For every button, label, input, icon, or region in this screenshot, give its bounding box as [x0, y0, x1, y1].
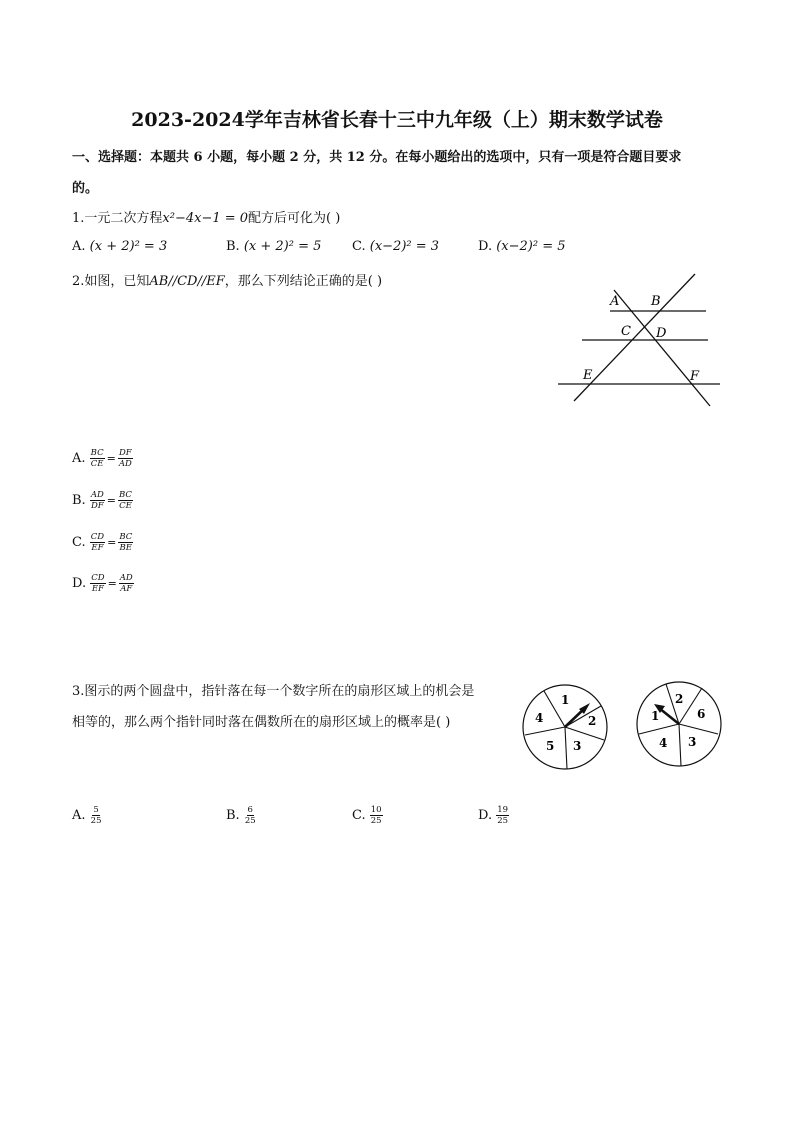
q1-option-math: (x + 2)² = 5: [243, 239, 322, 254]
spinner-disk-2: [634, 679, 724, 769]
q1-option-a[interactable]: [72, 239, 167, 254]
q1-option-label: A.: [72, 239, 86, 254]
q1-option-math: (x−2)² = 3: [369, 239, 440, 254]
label-d: D: [656, 326, 667, 341]
fraction-right: $\frac{BC}{CE}$: [119, 490, 132, 511]
fraction-right: $\frac{AD}{AF}$: [119, 573, 133, 594]
q3-stem-line1: 3.图示的两个圆盘中，指针落在每一个数字所在的扇形区域上的机会是: [72, 684, 475, 699]
q1-stem-suffix: 配方后可化为( ): [248, 211, 341, 226]
q2-option-label: B.: [72, 493, 86, 508]
fraction-left: $\frac{CD}{EF}$: [91, 573, 105, 594]
q2-stem-prefix: 2.如图，已知: [72, 274, 150, 289]
q1-option-label: D.: [478, 239, 493, 254]
q3-option-b[interactable]: [226, 805, 257, 826]
disk1-number: 3: [573, 739, 582, 753]
fraction-right: $\frac{BC}{BE}$: [119, 532, 133, 553]
disk1-number: 5: [546, 739, 555, 753]
section-header-line1: 一、选择题：本题共 6 小题，每小题 2 分，共 12 分。在每小题给出的选项中，只有一项是符合题目要求: [72, 150, 682, 165]
fraction-left: $\frac{BC}{CE}$: [90, 448, 104, 469]
fraction: $\frac{6}{25}$: [244, 805, 256, 826]
q1-option-math: (x−2)² = 5: [496, 239, 566, 254]
q2-option-label: D.: [72, 576, 87, 591]
disk1-number: 1: [561, 693, 570, 707]
label-a: A: [610, 294, 620, 309]
q2-option-b[interactable]: B. $\frac{AD}{DF}$ = $\frac{BC}{CE}$: [72, 490, 132, 511]
transversal-af: [614, 290, 710, 406]
disk1-number: 4: [535, 711, 544, 725]
disk1-number: 2: [588, 714, 597, 728]
fraction-left: $\frac{AD}{DF}$: [90, 490, 104, 511]
q2-stem: [72, 270, 382, 289]
page-title: 2023-2024学年吉林省长春十三中九年级（上）期末数学试卷: [131, 109, 663, 131]
q1-stem-math: x²−4x−1 = 0: [162, 211, 249, 226]
q3-stem-line2: 相等的，那么两个指针同时落在偶数所在的扇形区域上的概率是( ): [72, 715, 451, 730]
q2-stem-math: AB//CD//EF: [149, 274, 225, 289]
fraction: $\frac{10}{25}$: [370, 805, 382, 826]
q1-stem-prefix: 1.一元二次方程: [72, 211, 163, 226]
fraction: $\frac{19}{25}$: [497, 805, 509, 826]
disk2-number: 4: [659, 736, 668, 750]
fraction-left: $\frac{CD}{EF}$: [90, 532, 105, 553]
label-e: E: [583, 368, 593, 383]
q1-option-label: C.: [352, 239, 366, 254]
q1-stem: [72, 207, 340, 226]
q3-option-a[interactable]: [72, 805, 103, 826]
fraction-right: $\frac{DF}{AD}$: [118, 448, 132, 469]
q2-stem-suffix: ，那么下列结论正确的是( ): [224, 274, 383, 289]
q3-option-label: C.: [352, 808, 366, 823]
disk2-number: 1: [651, 709, 660, 723]
fraction: $\frac{5}{25}$: [90, 805, 102, 826]
q2-option-c[interactable]: C. $\frac{CD}{EF}$ = $\frac{BC}{BE}$: [72, 532, 133, 553]
q2-option-a[interactable]: A. $\frac{BC}{CE}$ = $\frac{DF}{AD}$: [72, 448, 132, 469]
q2-option-label: C.: [72, 535, 86, 550]
label-f: F: [690, 369, 700, 384]
q1-option-c[interactable]: [352, 239, 439, 254]
q1-option-math: (x + 2)² = 3: [89, 239, 168, 254]
q3-option-label: B.: [226, 808, 240, 823]
q2-option-d[interactable]: D. $\frac{CD}{EF}$ = $\frac{AD}{AF}$: [72, 573, 133, 594]
disk2-number: 3: [688, 735, 697, 749]
section-header-line2: 的。: [72, 181, 99, 196]
label-c: C: [621, 324, 631, 339]
q2-option-label: A.: [72, 451, 86, 466]
q3-option-label: D.: [478, 808, 493, 823]
parallel-lines-figure: [552, 268, 724, 413]
disk2-number: 6: [697, 707, 706, 721]
spinner-disk-1: [520, 682, 610, 772]
q1-option-b[interactable]: [226, 239, 321, 254]
disk2-number: 2: [675, 692, 684, 706]
q3-option-c[interactable]: [352, 805, 383, 826]
q3-option-label: A.: [72, 808, 86, 823]
label-b: B: [651, 294, 661, 309]
q1-option-d[interactable]: [478, 239, 566, 254]
q3-option-d[interactable]: [478, 805, 509, 826]
q1-option-label: B.: [226, 239, 240, 254]
